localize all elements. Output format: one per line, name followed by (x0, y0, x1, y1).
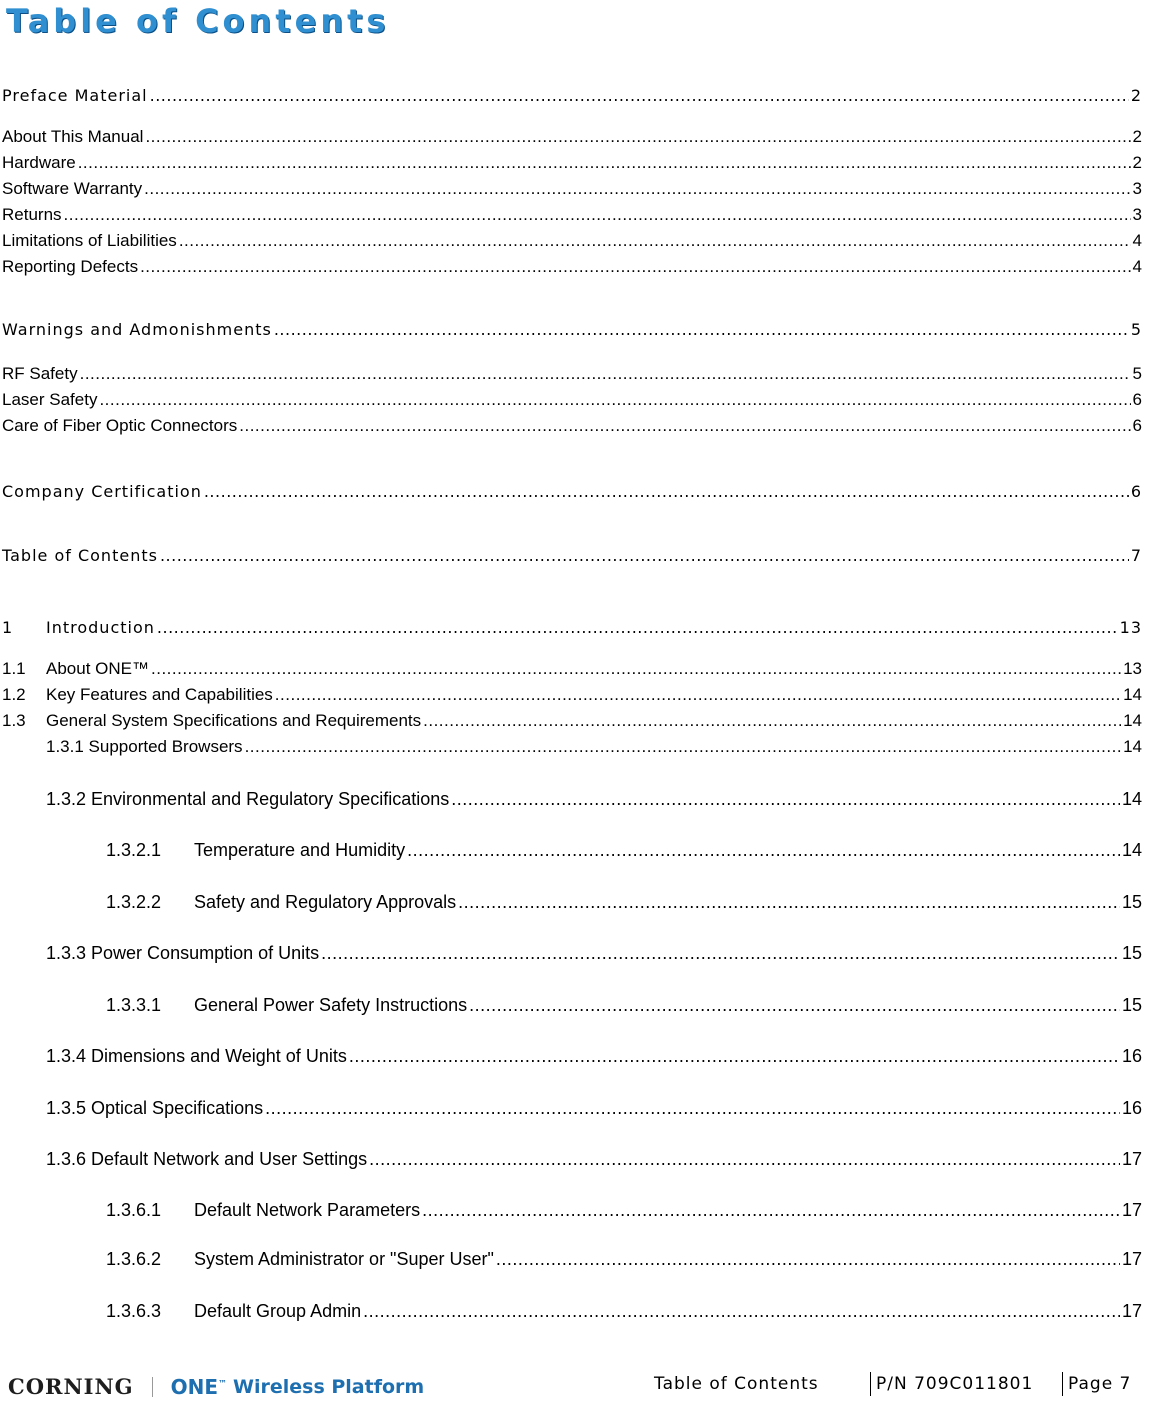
toc-entry-page: 5 (1130, 320, 1142, 339)
toc-entry-number: 1.3.2.2 (106, 892, 162, 912)
toc-entry-label: 1.3.4 Dimensions and Weight of Units (46, 1046, 347, 1066)
dot-leader (265, 1098, 1120, 1119)
dot-leader (363, 1301, 1120, 1322)
toc-entry-number: 1.3 (2, 711, 26, 730)
dot-leader (422, 1200, 1120, 1221)
dot-leader (179, 231, 1131, 251)
toc-entry-label: About This Manual (2, 127, 144, 146)
toc-entry-default-group-admin[interactable] (106, 1301, 1142, 1322)
toc-entry-page: 3 (1132, 205, 1142, 224)
toc-entry-limitations-of-liabilities[interactable] (2, 231, 1142, 251)
toc-entry-page: 4 (1132, 231, 1142, 250)
toc-entry-label: 1.3.6 Default Network and User Settings (46, 1149, 368, 1169)
toc-entry-label: General Power Safety Instructions (194, 995, 468, 1015)
toc-entry-page: 13 (1123, 659, 1142, 678)
toc-entry-introduction[interactable] (2, 618, 1142, 637)
toc-entry-label: RF Safety (2, 364, 78, 383)
dot-leader (99, 390, 1130, 410)
toc-entry-number: 1 (2, 618, 14, 637)
page-title: Table of Contents (6, 2, 390, 40)
trademark-mark: ™ (218, 1378, 228, 1389)
toc-entry-number: 1.3.6.1 (106, 1200, 162, 1220)
toc-entry-page: 3 (1132, 179, 1142, 198)
dot-leader (407, 840, 1120, 861)
toc-entry-page: 17 (1121, 1301, 1142, 1321)
dot-leader (274, 320, 1129, 339)
toc-entry-number: 1.3.6.3 (106, 1301, 162, 1321)
toc-entry-hardware[interactable] (2, 153, 1142, 173)
toc-entry-general-system-specifications[interactable] (2, 711, 1142, 731)
toc-entry-label: Introduction (46, 618, 155, 637)
toc-entry-label: Default Group Admin (194, 1301, 362, 1321)
toc-entry-rf-safety[interactable] (2, 364, 1142, 384)
toc-entry-page: 15 (1121, 943, 1142, 963)
toc-entry-temperature-humidity[interactable] (106, 840, 1142, 861)
toc-entry-page: 16 (1121, 1098, 1142, 1118)
dot-leader (423, 711, 1121, 731)
dot-leader (239, 416, 1130, 436)
toc-entry-label: Company Certification (2, 482, 202, 501)
dot-leader (458, 892, 1120, 913)
corning-wordmark: CORNING (8, 1374, 134, 1399)
toc-entry-software-warranty[interactable] (2, 179, 1142, 199)
toc-entry-label: Table of Contents (2, 546, 158, 565)
toc-entry-label: Temperature and Humidity (194, 840, 406, 860)
toc-entry-page: 17 (1121, 1149, 1142, 1169)
toc-entry-page: 14 (1121, 840, 1142, 860)
toc-entry-label: About ONE™ (46, 659, 149, 678)
toc-entry-label: Hardware (2, 153, 76, 172)
toc-entry-label: Default Network Parameters (194, 1200, 421, 1220)
footer-part-number: P/N 709C011801 (876, 1374, 1034, 1394)
toc-entry-table-of-contents[interactable] (2, 546, 1142, 565)
dot-leader (78, 153, 1131, 173)
toc-entry-number: 1.3.6.2 (106, 1249, 162, 1269)
dot-leader (144, 179, 1130, 199)
wireless-platform-wordmark: Wireless Platform (233, 1375, 425, 1398)
toc-entry-page: 14 (1123, 711, 1142, 730)
toc-entry-label: 1.3.1 Supported Browsers (46, 737, 243, 756)
toc-entry-label: Laser Safety (2, 390, 98, 409)
toc-entry-label: General System Specifications and Requirements (46, 711, 422, 730)
toc-entry-page: 5 (1132, 364, 1142, 383)
toc-entry-system-administrator[interactable] (106, 1249, 1142, 1270)
toc-entry-key-features[interactable] (2, 685, 1142, 705)
toc-entry-warnings-and-admonishments[interactable] (2, 320, 1142, 339)
toc-entry-label: Reporting Defects (2, 257, 139, 276)
toc-entry-general-power-safety[interactable] (106, 995, 1142, 1016)
toc-entry-page: 17 (1121, 1200, 1142, 1220)
toc-entry-dimensions-weight[interactable] (46, 1046, 1142, 1067)
toc-entry-optical-specifications[interactable] (46, 1098, 1142, 1119)
toc-entry-environmental-regulatory[interactable] (46, 789, 1142, 810)
dot-leader (150, 86, 1129, 105)
toc-entry-label: Limitations of Liabilities (2, 231, 177, 250)
toc-entry-page: 6 (1132, 390, 1142, 409)
dot-leader (451, 789, 1120, 810)
toc-entry-care-of-fiber-optic-connectors[interactable] (2, 416, 1142, 436)
dot-leader (245, 737, 1122, 757)
toc-entry-page: 2 (1130, 86, 1142, 105)
dot-leader (157, 618, 1118, 637)
dot-leader (496, 1249, 1120, 1270)
toc-entry-page: 4 (1132, 257, 1142, 276)
toc-entry-page: 2 (1132, 127, 1142, 146)
toc-entry-about-this-manual[interactable] (2, 127, 1142, 147)
dot-leader (80, 364, 1131, 384)
dot-leader (321, 943, 1120, 964)
dot-leader (160, 546, 1129, 565)
toc-entry-page: 17 (1121, 1249, 1142, 1269)
toc-entry-label: System Administrator or "Super User" (194, 1249, 494, 1269)
dot-leader (151, 659, 1121, 679)
dot-leader (140, 257, 1130, 277)
toc-entry-number: 1.3.3.1 (106, 995, 162, 1015)
toc-entry-label: Care of Fiber Optic Connectors (2, 416, 238, 435)
toc-entry-safety-regulatory-approvals[interactable] (106, 892, 1142, 913)
dot-leader (204, 482, 1129, 501)
toc-entry-label: 1.3.5 Optical Specifications (46, 1098, 264, 1118)
toc-entry-page: 15 (1121, 892, 1142, 912)
toc-entry-company-certification[interactable] (2, 482, 1142, 501)
toc-entry-page: 16 (1121, 1046, 1142, 1066)
toc-entry-page: 2 (1132, 153, 1142, 172)
dot-leader (64, 205, 1131, 225)
footer-divider (1062, 1372, 1063, 1396)
dot-leader (145, 127, 1130, 147)
toc-entry-label: Key Features and Capabilities (46, 685, 273, 704)
toc-entry-page: 13 (1119, 618, 1142, 637)
toc-entry-number: 1.1 (2, 659, 26, 678)
one-wordmark (171, 1375, 227, 1399)
toc-entry-page: 6 (1132, 416, 1142, 435)
toc-entry-page: 14 (1121, 789, 1142, 809)
toc-entry-label: 1.3.3 Power Consumption of Units (46, 943, 320, 963)
toc-entry-power-consumption[interactable] (46, 943, 1142, 964)
toc-entry-page: 6 (1130, 482, 1142, 501)
toc-entry-label: Safety and Regulatory Approvals (194, 892, 457, 912)
toc-entry-number: 1.3.2.1 (106, 840, 162, 860)
one-wordmark-text: ONE (170, 1374, 219, 1399)
footer-page-number: Page 7 (1068, 1374, 1132, 1394)
toc-entry-default-network-user-settings[interactable] (46, 1149, 1142, 1170)
toc-entry-page: 14 (1123, 685, 1142, 704)
toc-entry-page: 14 (1123, 737, 1142, 756)
toc-entry-label: Preface Material (2, 86, 148, 105)
toc-entry-label: Software Warranty (2, 179, 143, 198)
toc-entry-label: 1.3.2 Environmental and Regulatory Specifications (46, 789, 450, 809)
toc-entry-page: 7 (1130, 546, 1142, 565)
toc-entry-label: Warnings and Admonishments (2, 320, 272, 339)
page-footer (0, 1370, 1152, 1400)
toc-entry-supported-browsers[interactable] (46, 737, 1142, 757)
dot-leader (275, 685, 1121, 705)
footer-section-title: Table of Contents (654, 1374, 819, 1394)
toc-entry-laser-safety[interactable] (2, 390, 1142, 410)
toc-entry-preface-material[interactable] (2, 86, 1142, 105)
toc-entry-default-network-parameters[interactable] (106, 1200, 1142, 1221)
toc-entry-page: 15 (1121, 995, 1142, 1015)
toc-entry-label: Returns (2, 205, 62, 224)
toc-entry-returns[interactable] (2, 205, 1142, 225)
toc-entry-number: 1.2 (2, 685, 26, 704)
dot-leader (469, 995, 1120, 1016)
logo-divider (152, 1377, 153, 1397)
dot-leader (369, 1149, 1120, 1170)
footer-divider (870, 1372, 871, 1396)
toc-entry-about-one[interactable] (2, 659, 1142, 679)
toc-entry-reporting-defects[interactable] (2, 257, 1142, 277)
corning-one-logo (8, 1374, 424, 1399)
dot-leader (349, 1046, 1120, 1067)
